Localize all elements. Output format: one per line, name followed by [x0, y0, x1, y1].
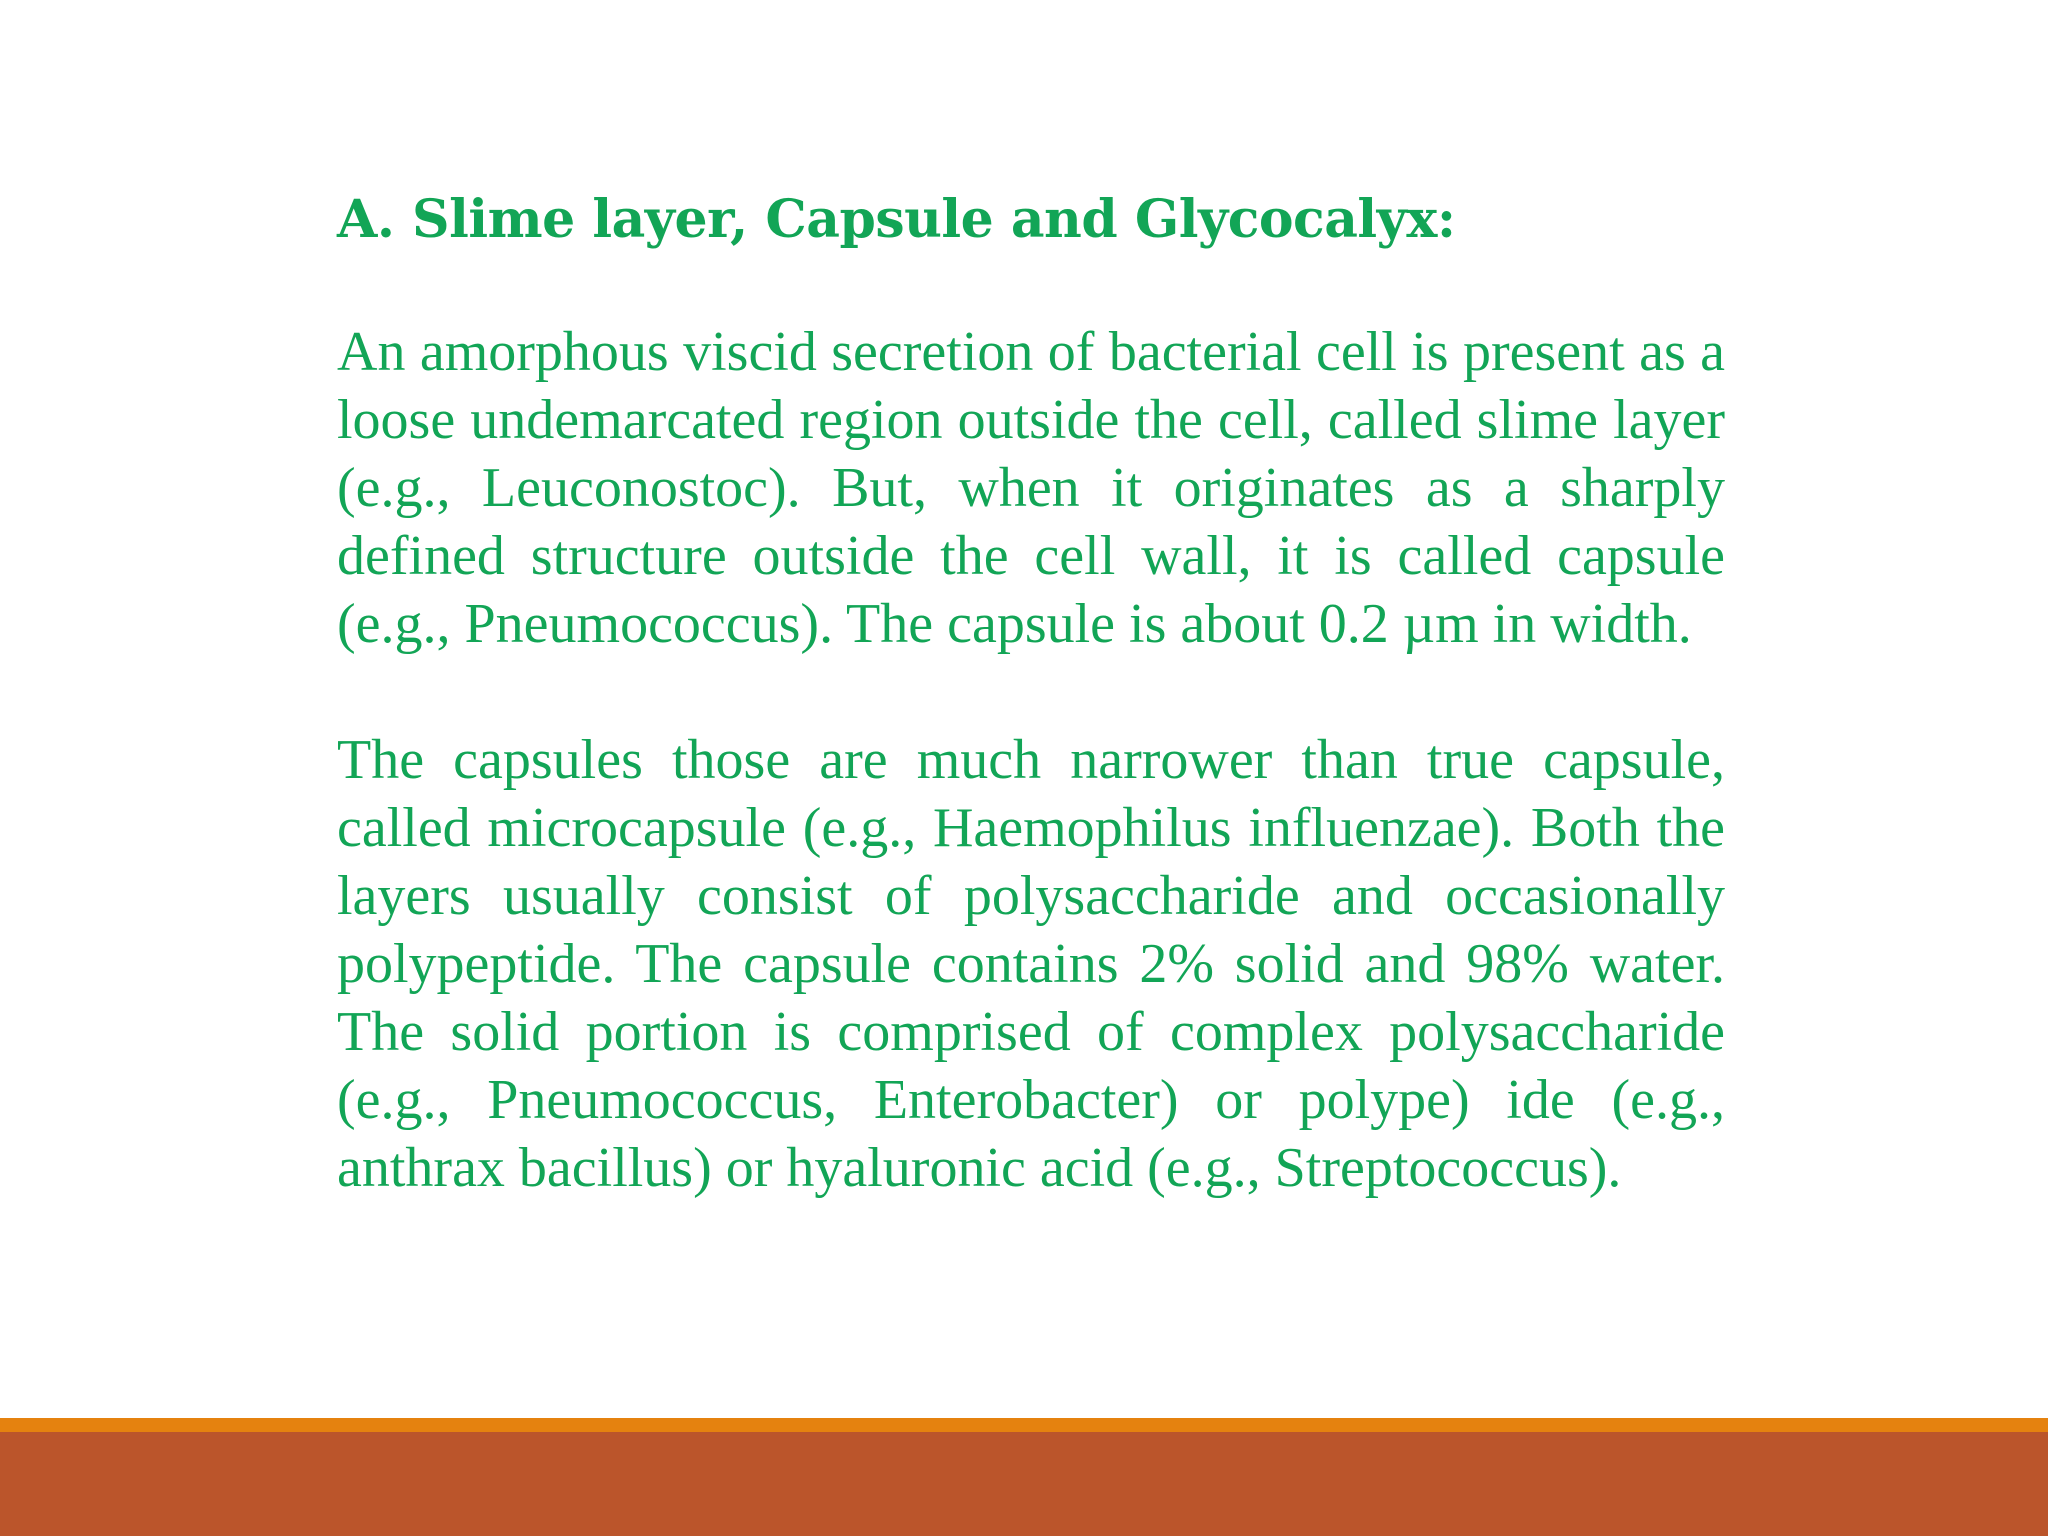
- slide-content: [337, 182, 1725, 1202]
- footer-accent-line: [0, 1418, 2048, 1432]
- paragraph-microcapsule: The capsules those are much narrower than true capsule, called microcapsule (e.g., Haemophilus influenzae). Both the layers usually consist of polysaccharide and occasionally polypeptide. The capsule contains 2% solid and 98% water. The solid portion is comprised of complex polysaccharide (e.g., Pneumococcus, Enterobacter) or polype) ide (e.g., anthrax bacillus) or hyaluronic acid (e.g., Streptococcus).: [337, 729, 1725, 1199]
- paragraph-slime-layer: An amorphous viscid secretion of bacterial cell is present as a loose undemarcated region outside the cell, called slime layer (e.g., Leuconostoc). But, when it originates as a sharply defined structure outside the cell wall, it is called capsule (e.g., Pneumococcus). The capsule is about 0.2 µm in width.: [337, 321, 1725, 655]
- footer-bar: [0, 1432, 2048, 1536]
- slide-heading: A. Slime layer, Capsule and Glycocalyx:: [337, 189, 1456, 250]
